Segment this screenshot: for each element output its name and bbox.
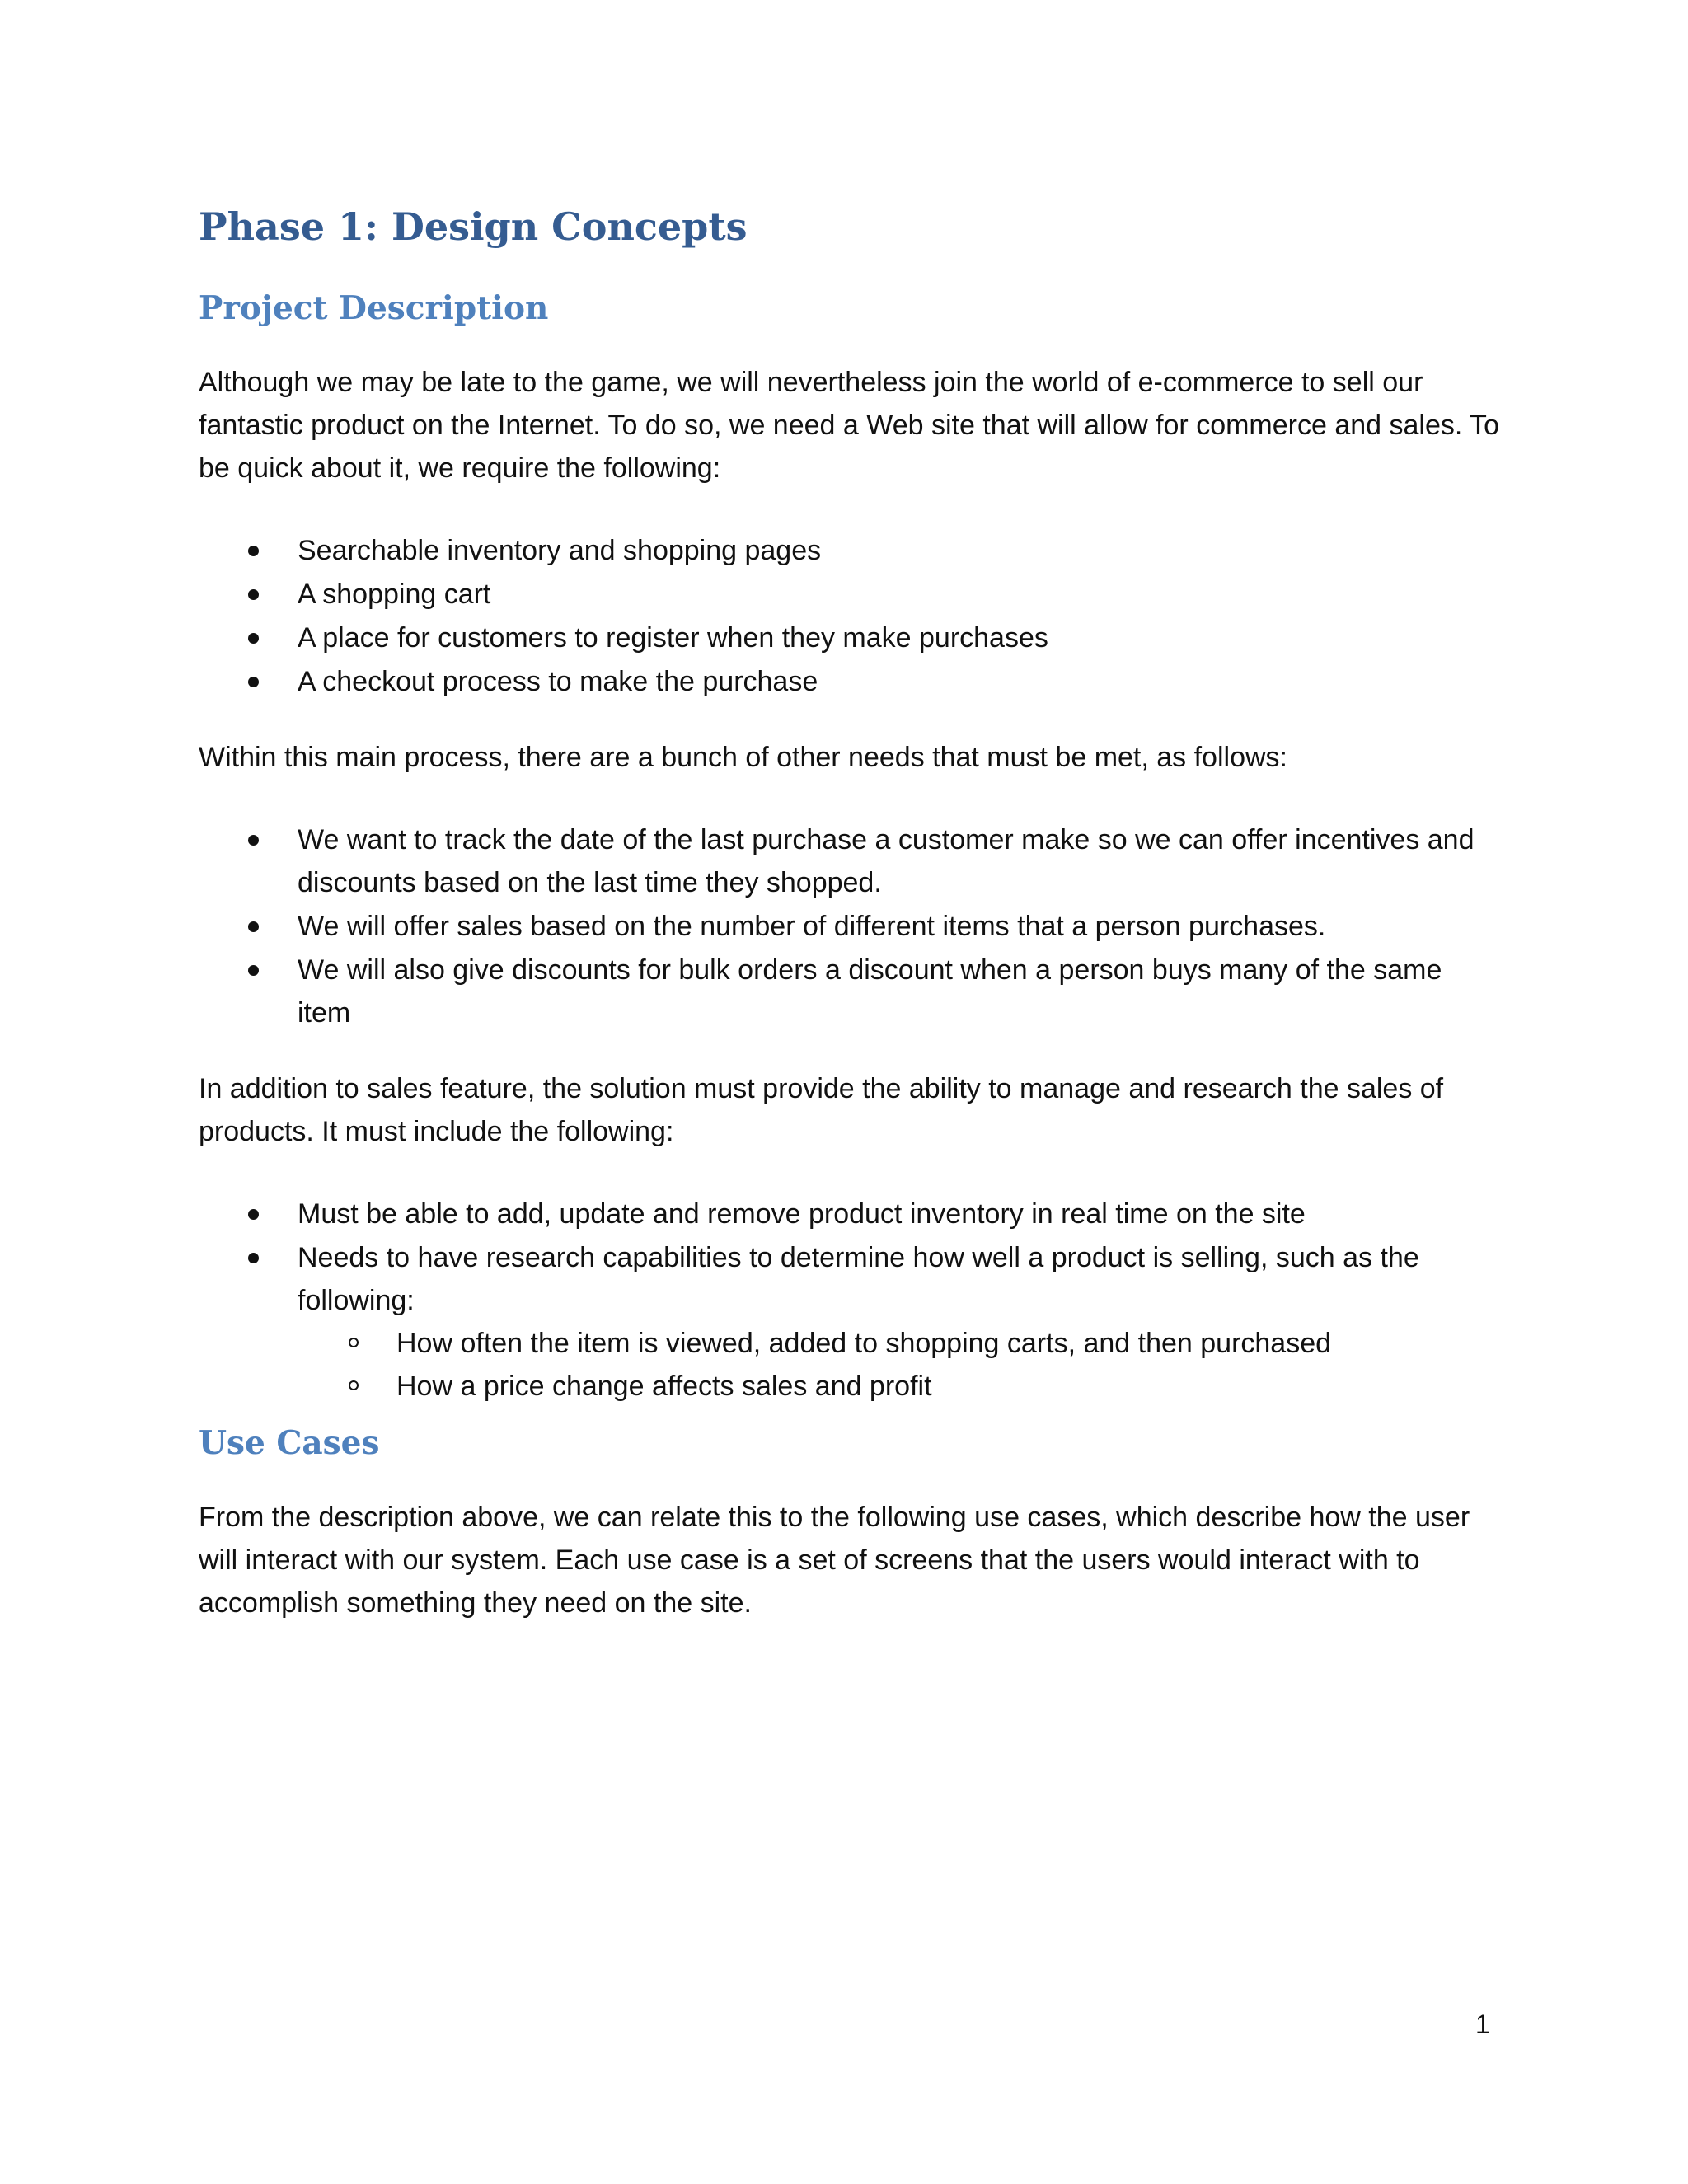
list-item <box>199 573 1501 616</box>
bullet-icon <box>248 921 259 932</box>
list-item <box>199 818 1501 904</box>
list-item <box>199 616 1501 659</box>
list-item-text: A place for customers to register when they make purchases <box>298 621 1048 654</box>
section-heading-project-description: Project Description <box>199 289 549 328</box>
list-item-text: A checkout process to make the purchase <box>298 665 818 697</box>
use-cases-intro-paragraph: From the description above, we can relate this to the following use cases, which describe how the user will interact with our system. Each use case is a set of screens that the users would interact with to accomplish something they need on the site. <box>199 1501 1470 1619</box>
list-item <box>199 905 1501 948</box>
needs-intro-paragraph: Within this main process, there are a bunch of other needs that must be met, as follows: <box>199 741 1287 773</box>
list-item-text: Needs to have research capabilities to determine how well a product is selling, such as the following: <box>298 1241 1419 1316</box>
list-item-text: Must be able to add, update and remove product inventory in real time on the site <box>298 1197 1306 1230</box>
management-list <box>199 1193 1501 1408</box>
list-item-text: We will also give discounts for bulk orders a discount when a person buys many of the same item <box>298 954 1442 1029</box>
research-sublist <box>298 1322 1501 1408</box>
sub-list-item <box>298 1365 1501 1408</box>
page-content <box>199 204 1501 1624</box>
list-item-text: A shopping cart <box>298 578 491 610</box>
sub-list-item-text: How often the item is viewed, added to shopping carts, and then purchased <box>396 1327 1332 1359</box>
list-item-text: We will offer sales based on the number of different items that a person purchases. <box>298 910 1326 942</box>
project-intro-paragraph: Although we may be late to the game, we will nevertheless join the world of e-commerce to sell our fantastic product on the Internet. To do so, we need a Web site that will allow for commerce and sales. To be quick about it, we require the following: <box>199 366 1500 484</box>
bullet-icon <box>248 1253 259 1263</box>
requirements-list <box>199 529 1501 703</box>
list-item-text: Searchable inventory and shopping pages <box>298 534 822 566</box>
list-item-text: We want to track the date of the last purchase a customer make so we can offer incentives and discounts based on the last time they shopped. <box>298 823 1475 898</box>
needs-list <box>199 818 1501 1034</box>
hollow-bullet-icon <box>349 1338 359 1347</box>
bullet-icon <box>248 677 259 687</box>
list-item <box>199 660 1501 703</box>
bullet-icon <box>248 835 259 846</box>
page-title: Phase 1: Design Concepts <box>199 204 748 249</box>
bullet-icon <box>248 965 259 976</box>
section-heading-use-cases: Use Cases <box>199 1423 380 1462</box>
hollow-bullet-icon <box>349 1380 359 1390</box>
sub-list-item <box>298 1322 1501 1365</box>
bullet-icon <box>248 1209 259 1220</box>
bullet-icon <box>248 589 259 600</box>
bullet-icon <box>248 633 259 644</box>
management-intro-paragraph: In addition to sales feature, the solution must provide the ability to manage and research the sales of products. It must include the following: <box>199 1072 1444 1147</box>
bullet-icon <box>248 546 259 556</box>
list-item <box>199 529 1501 572</box>
list-item <box>199 949 1501 1034</box>
page-number: 1 <box>1475 2009 1490 2039</box>
list-item <box>199 1193 1501 1235</box>
sub-list-item-text: How a price change affects sales and profit <box>396 1370 932 1402</box>
list-item <box>199 1236 1501 1408</box>
